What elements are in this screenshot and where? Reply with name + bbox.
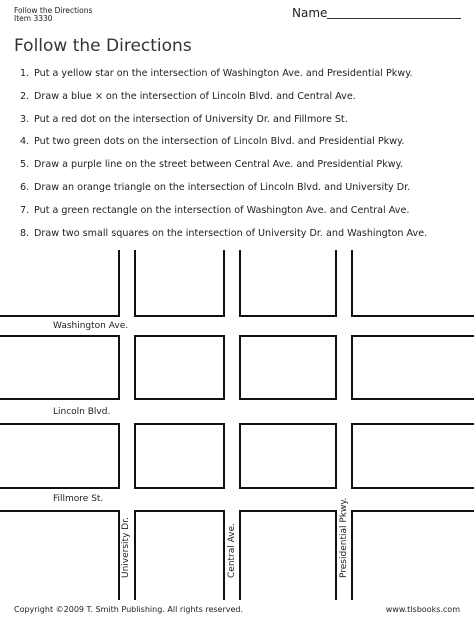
city-block[interactable]: [0, 335, 120, 400]
instruction-item: 4. Put two green dots on the intersection of Lincoln Blvd. and Presidential Pkwy.: [20, 136, 405, 148]
city-block[interactable]: [0, 423, 120, 489]
name-label: Name: [292, 6, 328, 20]
street-label-washington: Washington Ave.: [53, 321, 129, 331]
city-block[interactable]: [0, 510, 120, 600]
item-number: Item 3330: [14, 14, 53, 23]
city-block[interactable]: [351, 335, 474, 400]
city-block[interactable]: [351, 423, 474, 489]
instruction-list: [20, 68, 427, 250]
city-block[interactable]: [239, 250, 337, 317]
instruction-item: 6. Draw an orange triangle on the intersection of Lincoln Blvd. and University Dr.: [20, 181, 411, 193]
street-label-presidential: Presidential Pkwy.: [339, 497, 349, 578]
street-label-lincoln: Lincoln Blvd.: [53, 407, 111, 417]
city-block[interactable]: [134, 423, 225, 489]
instruction-item: 3. Put a red dot on the intersection of University Dr. and Fillmore St.: [20, 113, 348, 125]
page-title: Follow the Directions: [14, 36, 192, 56]
name-line[interactable]: [327, 18, 461, 19]
instruction-item: 2. Draw a blue × on the intersection of Lincoln Blvd. and Central Ave.: [20, 90, 356, 102]
city-block[interactable]: [239, 423, 337, 489]
instruction-item: 8. Draw two small squares on the intersection of University Dr. and Washington Ave.: [20, 227, 428, 239]
city-block[interactable]: [239, 510, 337, 600]
instruction-item: 5. Draw a purple line on the street between Central Ave. and Presidential Pkwy.: [20, 159, 403, 171]
city-block[interactable]: [239, 335, 337, 400]
instruction-item: 1. Put a yellow star on the intersection of Washington Ave. and Presidential Pkwy.: [20, 68, 413, 79]
worksheet-title-small: Follow the Directions: [14, 6, 93, 15]
street-label-fillmore: Fillmore St.: [53, 494, 104, 504]
city-block[interactable]: [351, 510, 474, 600]
city-block[interactable]: [134, 335, 225, 400]
instruction-item: 7. Put a green rectangle on the intersection of Washington Ave. and Central Ave.: [20, 204, 410, 216]
city-block[interactable]: [0, 250, 120, 317]
copyright-notice: Copyright ©2009 T. Smith Publishing. All rights reserved.: [14, 605, 244, 614]
city-block[interactable]: [134, 510, 225, 600]
website-link[interactable]: www.tlsbooks.com: [385, 605, 460, 614]
city-block[interactable]: [134, 250, 225, 317]
street-label-university: University Dr.: [121, 517, 131, 578]
street-label-central: Central Ave.: [227, 523, 237, 578]
city-block[interactable]: [351, 250, 474, 317]
